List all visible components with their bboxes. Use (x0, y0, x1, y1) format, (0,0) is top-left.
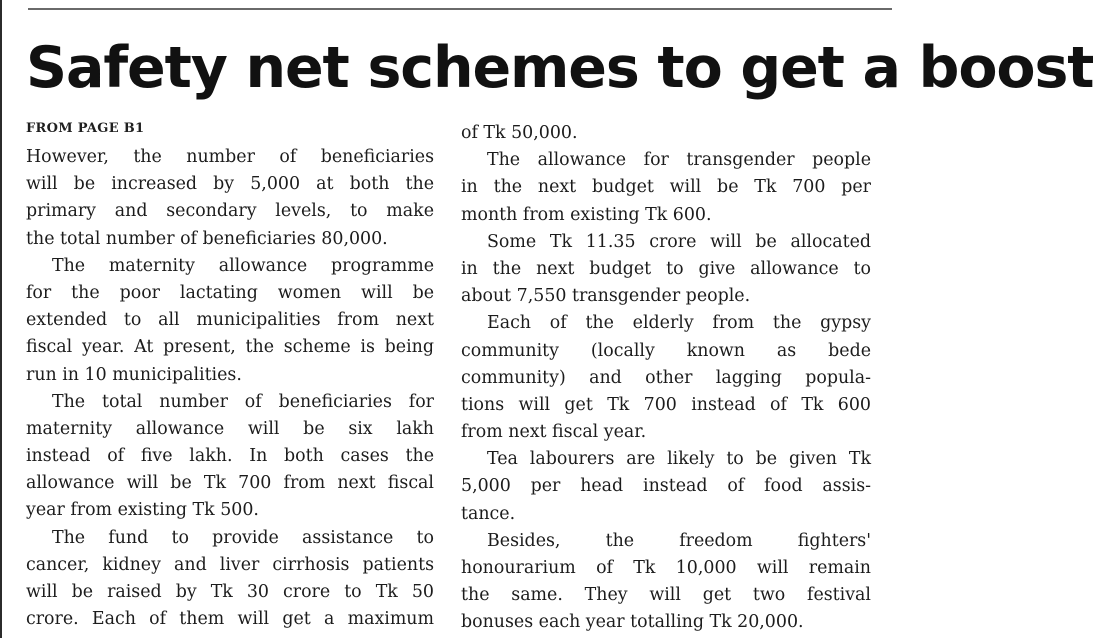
text-line: allowance will be Tk 700 from next fiscal (26, 473, 434, 494)
text-line: The maternity allowance programme (52, 255, 434, 276)
text-line: month from existing Tk 600. (461, 204, 712, 225)
text-line: primary and secondary levels, to make (26, 201, 434, 222)
text-line: maternity allowance will be six lakh (26, 418, 434, 439)
text-line: tions will get Tk 700 instead of Tk 600 (461, 394, 871, 415)
text-line: will be raised by Tk 30 crore to Tk 50 (26, 582, 434, 602)
text-line: from next fiscal year. (461, 422, 647, 443)
text-line: Besides, the freedom fighters' (487, 530, 871, 551)
top-rule (28, 8, 892, 10)
text-line: honourarium of Tk 10,000 will remain (461, 558, 871, 578)
text-line: Tea labourers are likely to be given Tk (487, 449, 871, 470)
text-line: tance. (461, 503, 516, 524)
headline: Safety net schemes to get a boost (26, 35, 1093, 101)
text-line: community (locally known as bede (461, 340, 871, 361)
text-line: run in 10 municipalities. (26, 364, 242, 385)
text-line: about 7,550 transgender people. (461, 286, 751, 307)
text-line: bonuses each year totalling Tk 20,000. (461, 612, 804, 633)
text-line: The fund to provide assistance to (52, 527, 434, 548)
text-line: extended to all municipalities from next (26, 310, 434, 331)
text-line: of Tk 50,000. (461, 123, 578, 143)
text-line: year from existing Tk 500. (26, 500, 259, 521)
text-line: the same. They will get two festival (461, 585, 871, 606)
text-line: will be increased by 5,000 at both the (26, 174, 434, 195)
article-column-left (26, 144, 434, 633)
text-line: crore. Each of them will get a maximum (26, 609, 434, 630)
text-line: the total number of beneficiaries 80,000. (26, 228, 388, 249)
text-line: The allowance for transgender people (487, 150, 871, 171)
text-line: 5,000 per head instead of food assis- (461, 476, 871, 497)
continued-from-label: FROM PAGE B1 (26, 121, 145, 136)
text-line: However, the number of beneficiaries (26, 147, 434, 167)
text-line: instead of five lakh. In both cases the (26, 446, 434, 467)
text-line: The total number of beneficiaries for (52, 391, 434, 412)
text-line: for the poor lactating women will be (26, 282, 434, 303)
article-column-right (461, 120, 871, 637)
text-line: Some Tk 11.35 crore will be allocated (487, 231, 871, 252)
text-line: Each of the elderly from the gypsy (487, 313, 871, 334)
text-line: in the next budget to give allowance to (461, 258, 871, 279)
column-divider-left (0, 0, 2, 638)
text-line: community) and other lagging popula- (461, 367, 871, 388)
text-line: cancer, kidney and liver cirrhosis patients (26, 554, 434, 575)
text-line: in the next budget will be Tk 700 per (461, 177, 871, 198)
text-line: fiscal year. At present, the scheme is being (26, 337, 434, 358)
